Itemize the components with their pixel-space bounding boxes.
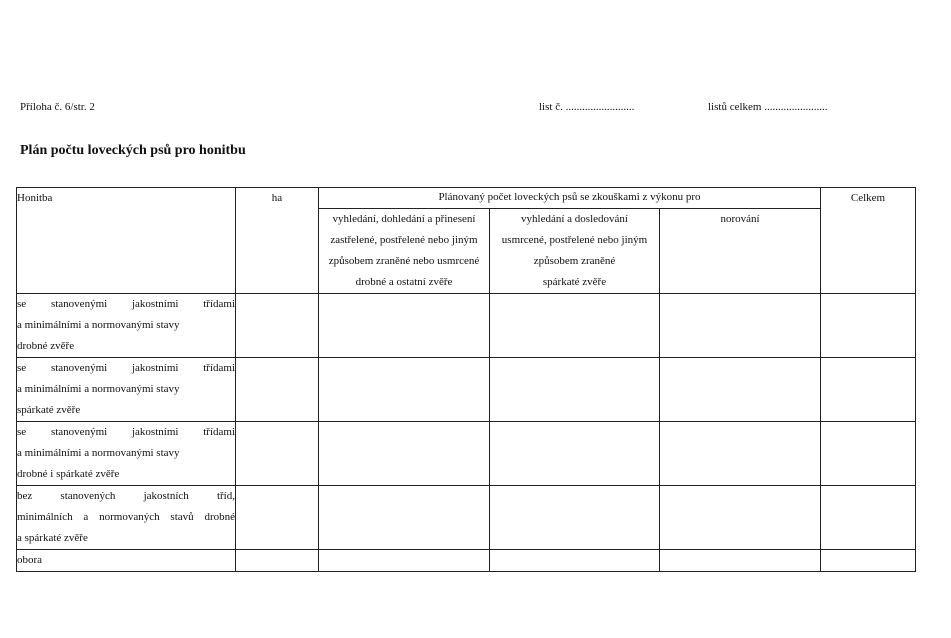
cell-hoofed-game[interactable] <box>490 422 660 486</box>
subheader-line: usmrcené, postřelené nebo jiným <box>501 234 648 246</box>
row-label-line: se stanovenými jakostními třídami <box>17 426 235 438</box>
table-row <box>17 294 916 358</box>
subheader-small-game <box>319 209 490 294</box>
table-row <box>17 358 916 422</box>
row-label-line: drobné i spárkaté zvěře <box>17 468 120 480</box>
cell-ha[interactable] <box>236 550 319 572</box>
cell-hoofed-game[interactable] <box>490 550 660 572</box>
cell-ha[interactable] <box>236 294 319 358</box>
row-label <box>17 486 236 550</box>
cell-celkem[interactable] <box>821 422 916 486</box>
table-header-row <box>17 188 916 209</box>
row-label-line: a minimálními a normovanými stavy <box>17 383 180 395</box>
cell-celkem[interactable] <box>821 294 916 358</box>
header-celkem: Celkem <box>821 188 916 294</box>
appendix-label: Příloha č. 6/str. 2 <box>20 101 95 113</box>
row-label-line: drobné zvěře <box>17 340 75 352</box>
subheader-norovani: norování <box>660 209 821 294</box>
row-label <box>17 358 236 422</box>
cell-small-game[interactable] <box>319 358 490 422</box>
cell-ha[interactable] <box>236 486 319 550</box>
subheader-line: způsobem zraněné <box>533 255 616 267</box>
subheader-line: způsobem zraněné nebo usmrcené <box>328 255 480 267</box>
row-label-line: a spárkaté zvěře <box>17 532 88 544</box>
cell-hoofed-game[interactable] <box>490 358 660 422</box>
cell-hoofed-game[interactable] <box>490 294 660 358</box>
cell-ha[interactable] <box>236 422 319 486</box>
row-label-line: se stanovenými jakostními třídami <box>17 298 235 310</box>
row-label-line: a minimálními a normovanými stavy <box>17 319 180 331</box>
subheader-line: vyhledání, dohledání a přinesení <box>332 213 476 225</box>
header-ha: ha <box>236 188 319 294</box>
header-honitba: Honitba <box>17 188 236 294</box>
cell-celkem[interactable] <box>821 550 916 572</box>
subheader-line: zastřelené, postřelené nebo jiným <box>330 234 478 246</box>
cell-norovani[interactable] <box>660 486 821 550</box>
row-label-line: a minimálními a normovanými stavy <box>17 447 180 459</box>
row-label <box>17 294 236 358</box>
table-row <box>17 486 916 550</box>
subheader-line: drobné a ostatní zvěře <box>355 276 453 288</box>
cell-hoofed-game[interactable] <box>490 486 660 550</box>
row-label <box>17 422 236 486</box>
header-planned-count: Plánovaný počet loveckých psů se zkouškami z výkonu pro <box>319 188 821 209</box>
row-label-obora: obora <box>17 550 236 572</box>
cell-small-game[interactable] <box>319 550 490 572</box>
row-label-line: bez stanovených jakostních tříd, <box>17 490 235 502</box>
cell-norovani[interactable] <box>660 294 821 358</box>
cell-norovani[interactable] <box>660 550 821 572</box>
row-label-line: minimálních a normovaných stavů drobné <box>17 511 235 523</box>
subheader-line: spárkaté zvěře <box>542 276 607 288</box>
cell-small-game[interactable] <box>319 486 490 550</box>
cell-ha[interactable] <box>236 358 319 422</box>
table-row <box>17 422 916 486</box>
sheet-number-field: list č. ......................... <box>539 101 635 113</box>
cell-celkem[interactable] <box>821 358 916 422</box>
hunting-dog-plan-table <box>16 187 916 572</box>
cell-norovani[interactable] <box>660 358 821 422</box>
table-row <box>17 550 916 572</box>
sheet-total-field: listů celkem ....................... <box>708 101 828 113</box>
cell-small-game[interactable] <box>319 422 490 486</box>
page-title: Plán počtu loveckých psů pro honitbu <box>20 143 246 158</box>
subheader-line: vyhledání a dosledování <box>521 213 628 225</box>
cell-small-game[interactable] <box>319 294 490 358</box>
row-label-line: se stanovenými jakostními třídami <box>17 362 235 374</box>
cell-norovani[interactable] <box>660 422 821 486</box>
row-label-line: spárkaté zvěře <box>17 404 81 416</box>
cell-celkem[interactable] <box>821 486 916 550</box>
subheader-hoofed-game <box>490 209 660 294</box>
